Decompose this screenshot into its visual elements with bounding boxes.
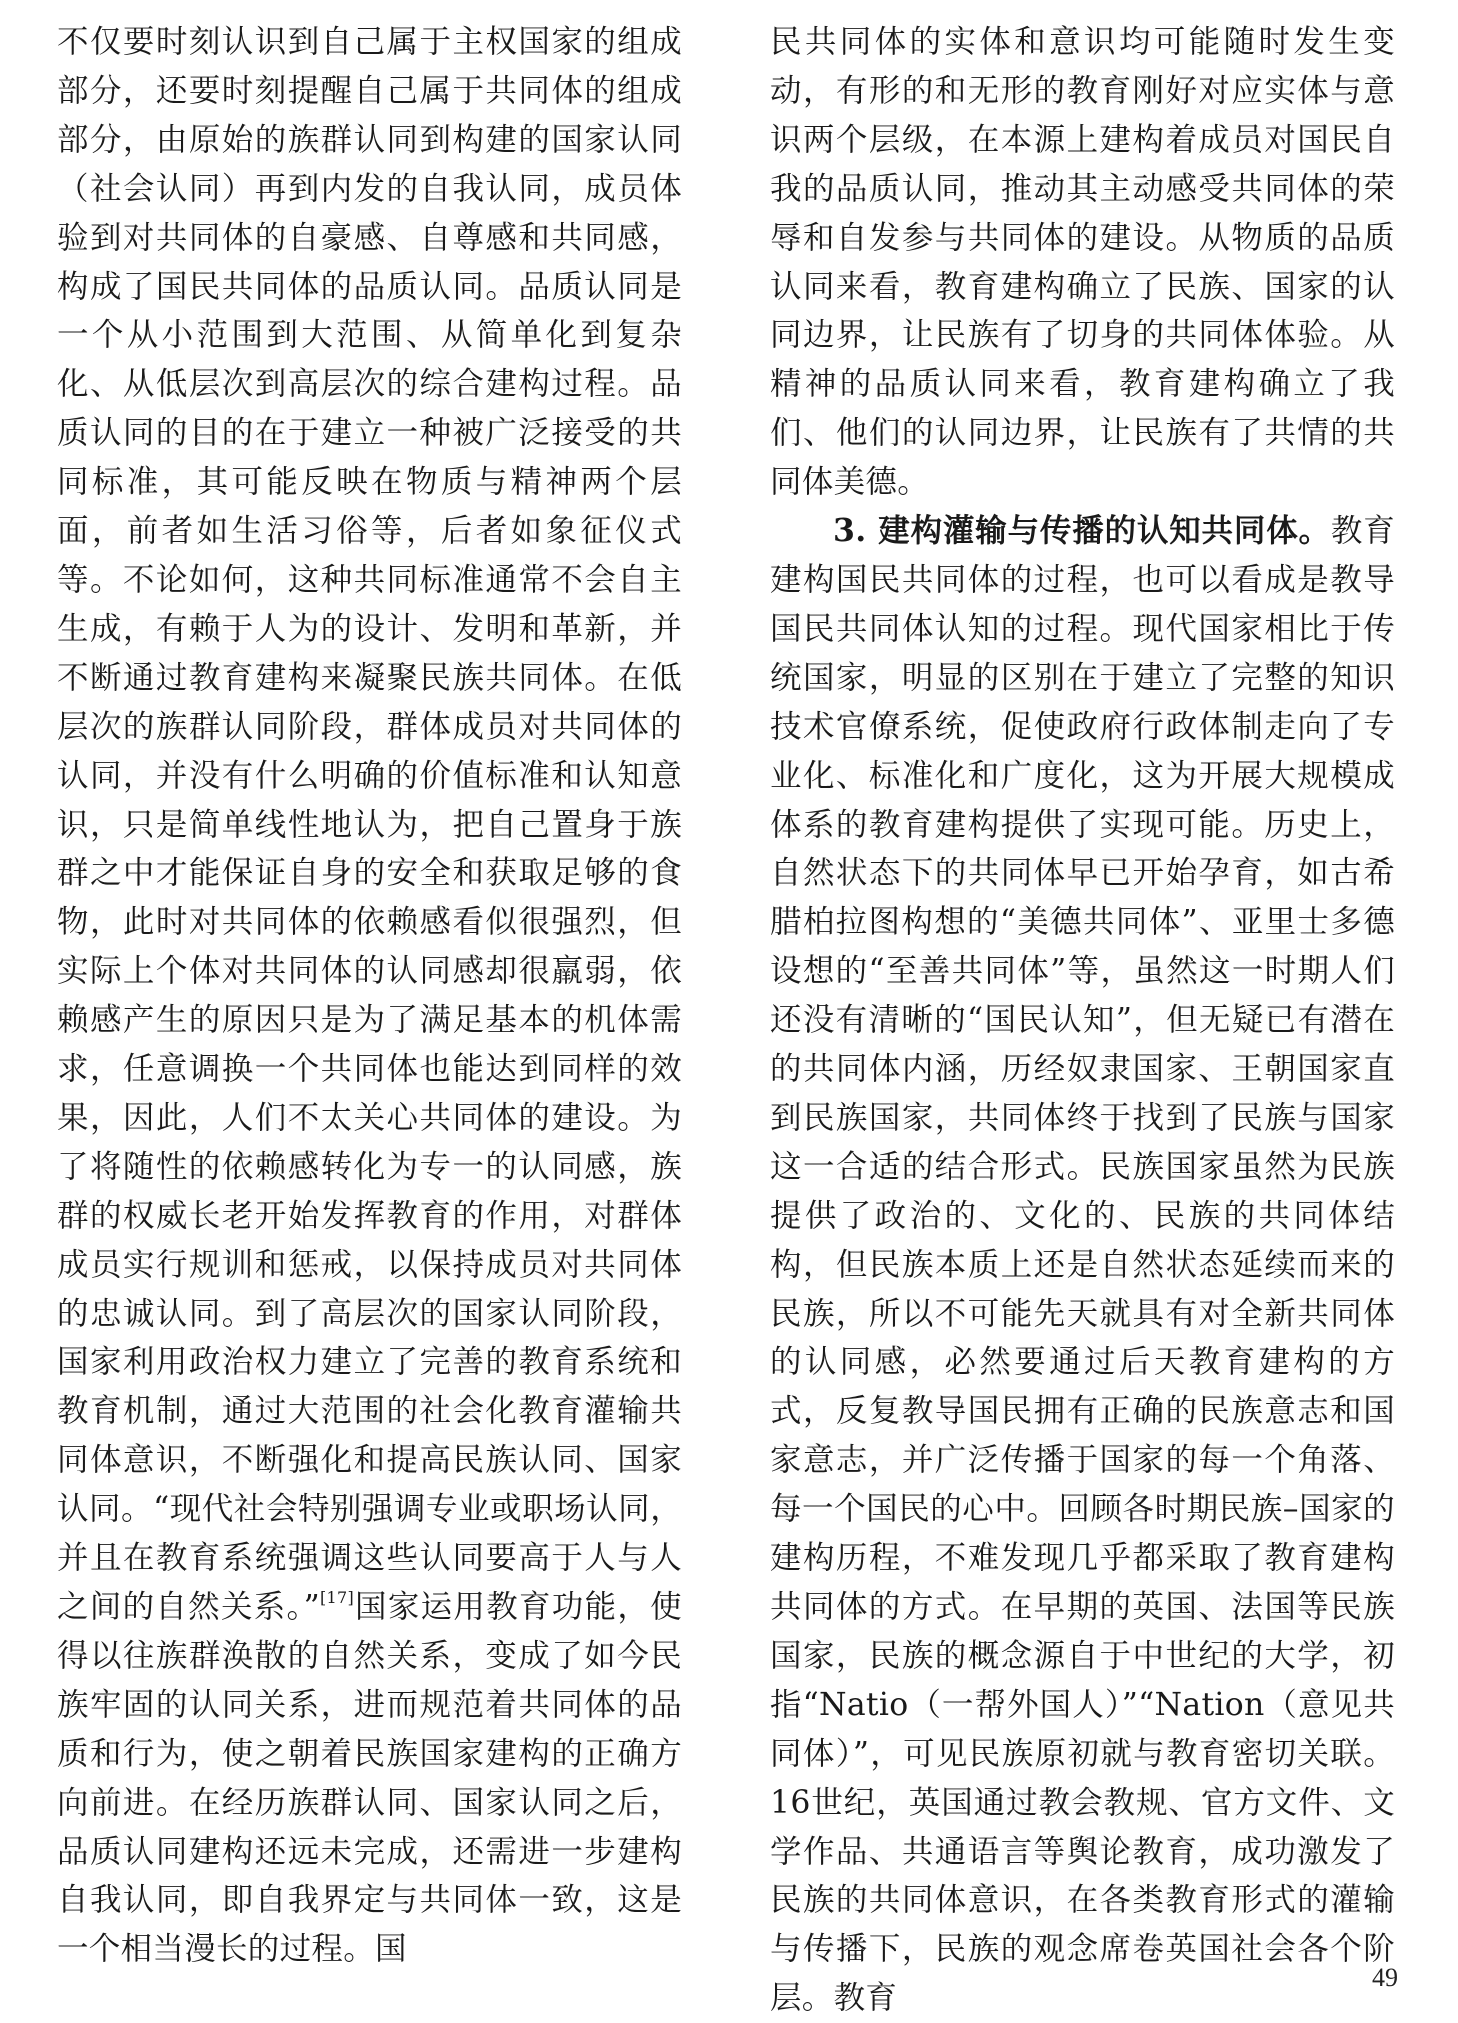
left-paragraph-1: [57, 18, 682, 1974]
citation-superscript: [17]: [320, 1588, 355, 1607]
left-paragraph-1-text-b: 国家运用教育功能，使得以往族群涣散的自然关系，变成了如今民族牢固的认同关系，进而规范着共同体的品质和行为，使之朝着民族国家建构的正确方向前进。在经历族群认同、国家认同之后，品质认同建构还远未完成，还需进一步建构自我认同，即自我界定与共同体一致，这是一个相当漫长的过程。国: [57, 1589, 682, 1968]
left-column: [57, 18, 682, 1974]
right-paragraph-2-body: 教育建构国民共同体的过程，也可以看成是教导国民共同体认知的过程。现代国家相比于传统国家，明显的区别在于建立了完整的知识技术官僚系统，促使政府行政体制走向了专业化、标准化和广度化，这为开展大规模成体系的教育建构提供了实现可能。历史上，自然状态下的共同体早已开始孕育，如古希腊柏拉图构想的“美德共同体”、亚里士多德设想的“至善共同体”等，虽然这一时期人们还没有清晰的“国民认知”，但无疑已有潜在的共同体内涵，历经奴隶国家、王朝国家直到民族国家，共同体终于找到了民族与国家这一合适的结合形式。民族国家虽然为民族提供了政治的、文化的、民族的共同体结构，但民族本质上还是自然状态延续而来的民族，所以不可能先天就具有对全新共同体的认同感，必然要通过后天教育建构的方式，反复教导国民拥有正确的民族意志和国家意志，并广泛传播于国家的每一个角落、每一个国民的心中。回顾各时期民族–国家的建构历程，不难发现几乎都采取了教育建构共同体的方式。在早期的英国、法国等民族国家，民族的概念源自于中世纪的大学，初指“Natio（一帮外国人）”“Nation（意见共同体）”，可见民族原初就与教育密切关联。16世纪，英国通过教会教规、官方文件、文学作品、共通语言等舆论教育，成功激发了民族的共同体意识，在各类教育形式的灌输与传播下，民族的观念席卷英国社会各个阶层。教育: [770, 513, 1396, 2017]
right-paragraph-2: [770, 507, 1395, 2023]
page-number: 49: [1372, 1963, 1398, 1992]
section-heading: 3. 建构灌输与传播的认知共同体。: [833, 512, 1331, 550]
right-paragraph-1: 民共同体的实体和意识均可能随时发生变动，有形的和无形的教育刚好对应实体与意识两个层级，在本源上建构着成员对国民自我的品质认同，推动其主动感受共同体的荣辱和自发参与共同体的建设。从物质的品质认同来看，教育建构确立了民族、国家的认同边界，让民族有了切身的共同体体验。从精神的品质认同来看，教育建构确立了我们、他们的认同边界，让民族有了共情的共同体美德。: [770, 24, 1395, 501]
right-column: [770, 18, 1395, 2023]
left-paragraph-1-text-a: 不仅要时刻认识到自己属于主权国家的组成部分，还要时刻提醒自己属于共同体的组成部分，由原始的族群认同到构建的国家认同（社会认同）再到内发的自我认同，成员体验到对共同体的自豪感、自尊感和共同感，构成了国民共同体的品质认同。品质认同是一个从小范围到大范围、从简单化到复杂化、从低层次到高层次的综合建构过程。品质认同的目的在于建立一种被广泛接受的共同标准，其可能反映在物质与精神两个层面，前者如生活习俗等，后者如象征仪式等。不论如何，这种共同标准通常不会自主生成，有赖于人为的设计、发明和革新，并不断通过教育建构来凝聚民族共同体。在低层次的族群认同阶段，群体成员对共同体的认同，并没有什么明确的价值标准和认知意识，只是简单线性地认为，把自己置身于族群之中才能保证自身的安全和获取足够的食物，此时对共同体的依赖感看似很强烈，但实际上个体对共同体的认同感却很羸弱，依赖感产生的原因只是为了满足基本的机体需求，任意调换一个共同体也能达到同样的效果，因此，人们不太关心共同体的建设。为了将随性的依赖感转化为专一的认同感，族群的权威长老开始发挥教育的作用，对群体成员实行规训和惩戒，以保持成员对共同体的忠诚认同。到了高层次的国家认同阶段，国家利用政治权力建立了完善的教育系统和教育机制，通过大范围的社会化教育灌输共同体意识，不断强化和提高民族认同、国家认同。“现代社会特别强调专业或职场认同，并且在教育系统强调这些认同要高于人与人之间的自然关系。”: [57, 24, 682, 1625]
